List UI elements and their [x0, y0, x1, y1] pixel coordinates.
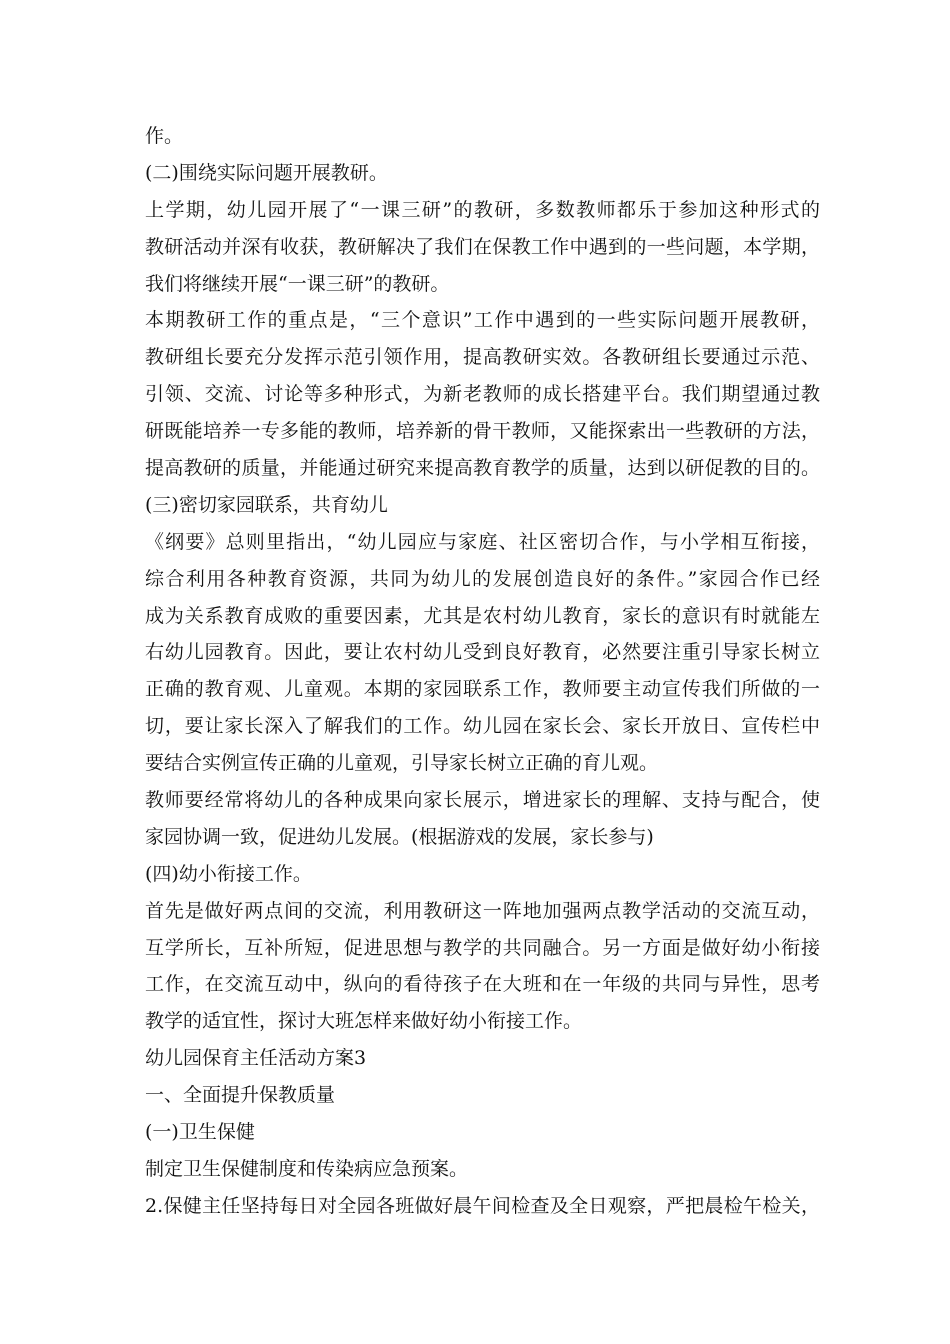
text-line: 引领、交流、讨论等多种形式，为新老教师的成长搭建平台。我们期望通过教 [145, 383, 820, 406]
text-line: 要结合实例宣传正确的儿童观，引导家长树立正确的育儿观。 [145, 752, 659, 775]
text-line: (二)围绕实际问题开展教研。 [145, 161, 388, 184]
text-line: (一)卫生保健 [145, 1121, 255, 1144]
document-body [145, 118, 820, 1225]
text-line: 本期教研工作的重点是，“三个意识”工作中遇到的一些实际问题开展教研， [145, 309, 820, 332]
text-line: 工作，在交流互动中，纵向的看待孩子在大班和在一年级的共同与异性，思考 [145, 973, 820, 996]
text-line: 综合利用各种教育资源，共同为幼儿的发展创造良好的条件。”家园合作已经 [145, 567, 820, 590]
text-line: 右幼儿园教育。因此，要让农村幼儿受到良好教育，必然要注重引导家长树立 [145, 641, 820, 664]
text-line: 正确的教育观、儿童观。本期的家园联系工作，教师要主动宣传我们所做的一 [145, 678, 820, 701]
text-line: 一、全面提升保教质量 [145, 1084, 336, 1107]
text-line: 上学期，幼儿园开展了“一课三研”的教研，多数教师都乐于参加这种形式的 [145, 198, 820, 221]
text-line: 首先是做好两点间的交流，利用教研这一阵地加强两点教学活动的交流互动， [145, 899, 820, 922]
text-line: 互学所长，互补所短，促进思想与教学的共同融合。另一方面是做好幼小衔接 [145, 936, 820, 959]
text-line: 《纲要》总则里指出，“幼儿园应与家庭、社区密切合作，与小学相互衔接， [145, 530, 820, 553]
text-line: 教研活动并深有收获，教研解决了我们在保教工作中遇到的一些问题，本学期， [145, 235, 820, 258]
text-line: 作。 [145, 125, 184, 147]
text-line: 教师要经常将幼儿的各种成果向家长展示，增进家长的理解、支持与配合，使 [145, 789, 820, 812]
text-line: 2.保健主任坚持每日对全园各班做好晨午间检查及全日观察，严把晨检午检关， [145, 1194, 820, 1217]
text-line: (三)密切家园联系，共育幼儿 [145, 493, 388, 516]
text-line: 研既能培养一专多能的教师，培养新的骨干教师，又能探索出一些教研的方法， [145, 420, 820, 443]
text-line: 我们将继续开展“一课三研”的教研。 [145, 272, 450, 295]
text-line: 制定卫生保健制度和传染病应急预案。 [145, 1157, 469, 1180]
text-line: 家园协调一致，促进幼儿发展。(根据游戏的发展，家长参与) [145, 825, 654, 848]
text-line: 成为关系教育成败的重要因素，尤其是农村幼儿教育，家长的意识有时就能左 [145, 604, 820, 627]
text-line: 教学的适宜性，探讨大班怎样来做好幼小衔接工作。 [145, 1010, 583, 1033]
text-line: (四)幼小衔接工作。 [145, 862, 312, 885]
text-line: 幼儿园保育主任活动方案3 [145, 1047, 367, 1070]
text-line: 切，要让家长深入了解我们的工作。幼儿园在家长会、家长开放日、宣传栏中 [145, 715, 820, 738]
text-line: 教研组长要充分发挥示范引领作用，提高教研实效。各教研组长要通过示范、 [145, 346, 820, 369]
text-line: 提高教研的质量，并能通过研究来提高教育教学的质量，达到以研促教的目的。 [145, 457, 820, 480]
